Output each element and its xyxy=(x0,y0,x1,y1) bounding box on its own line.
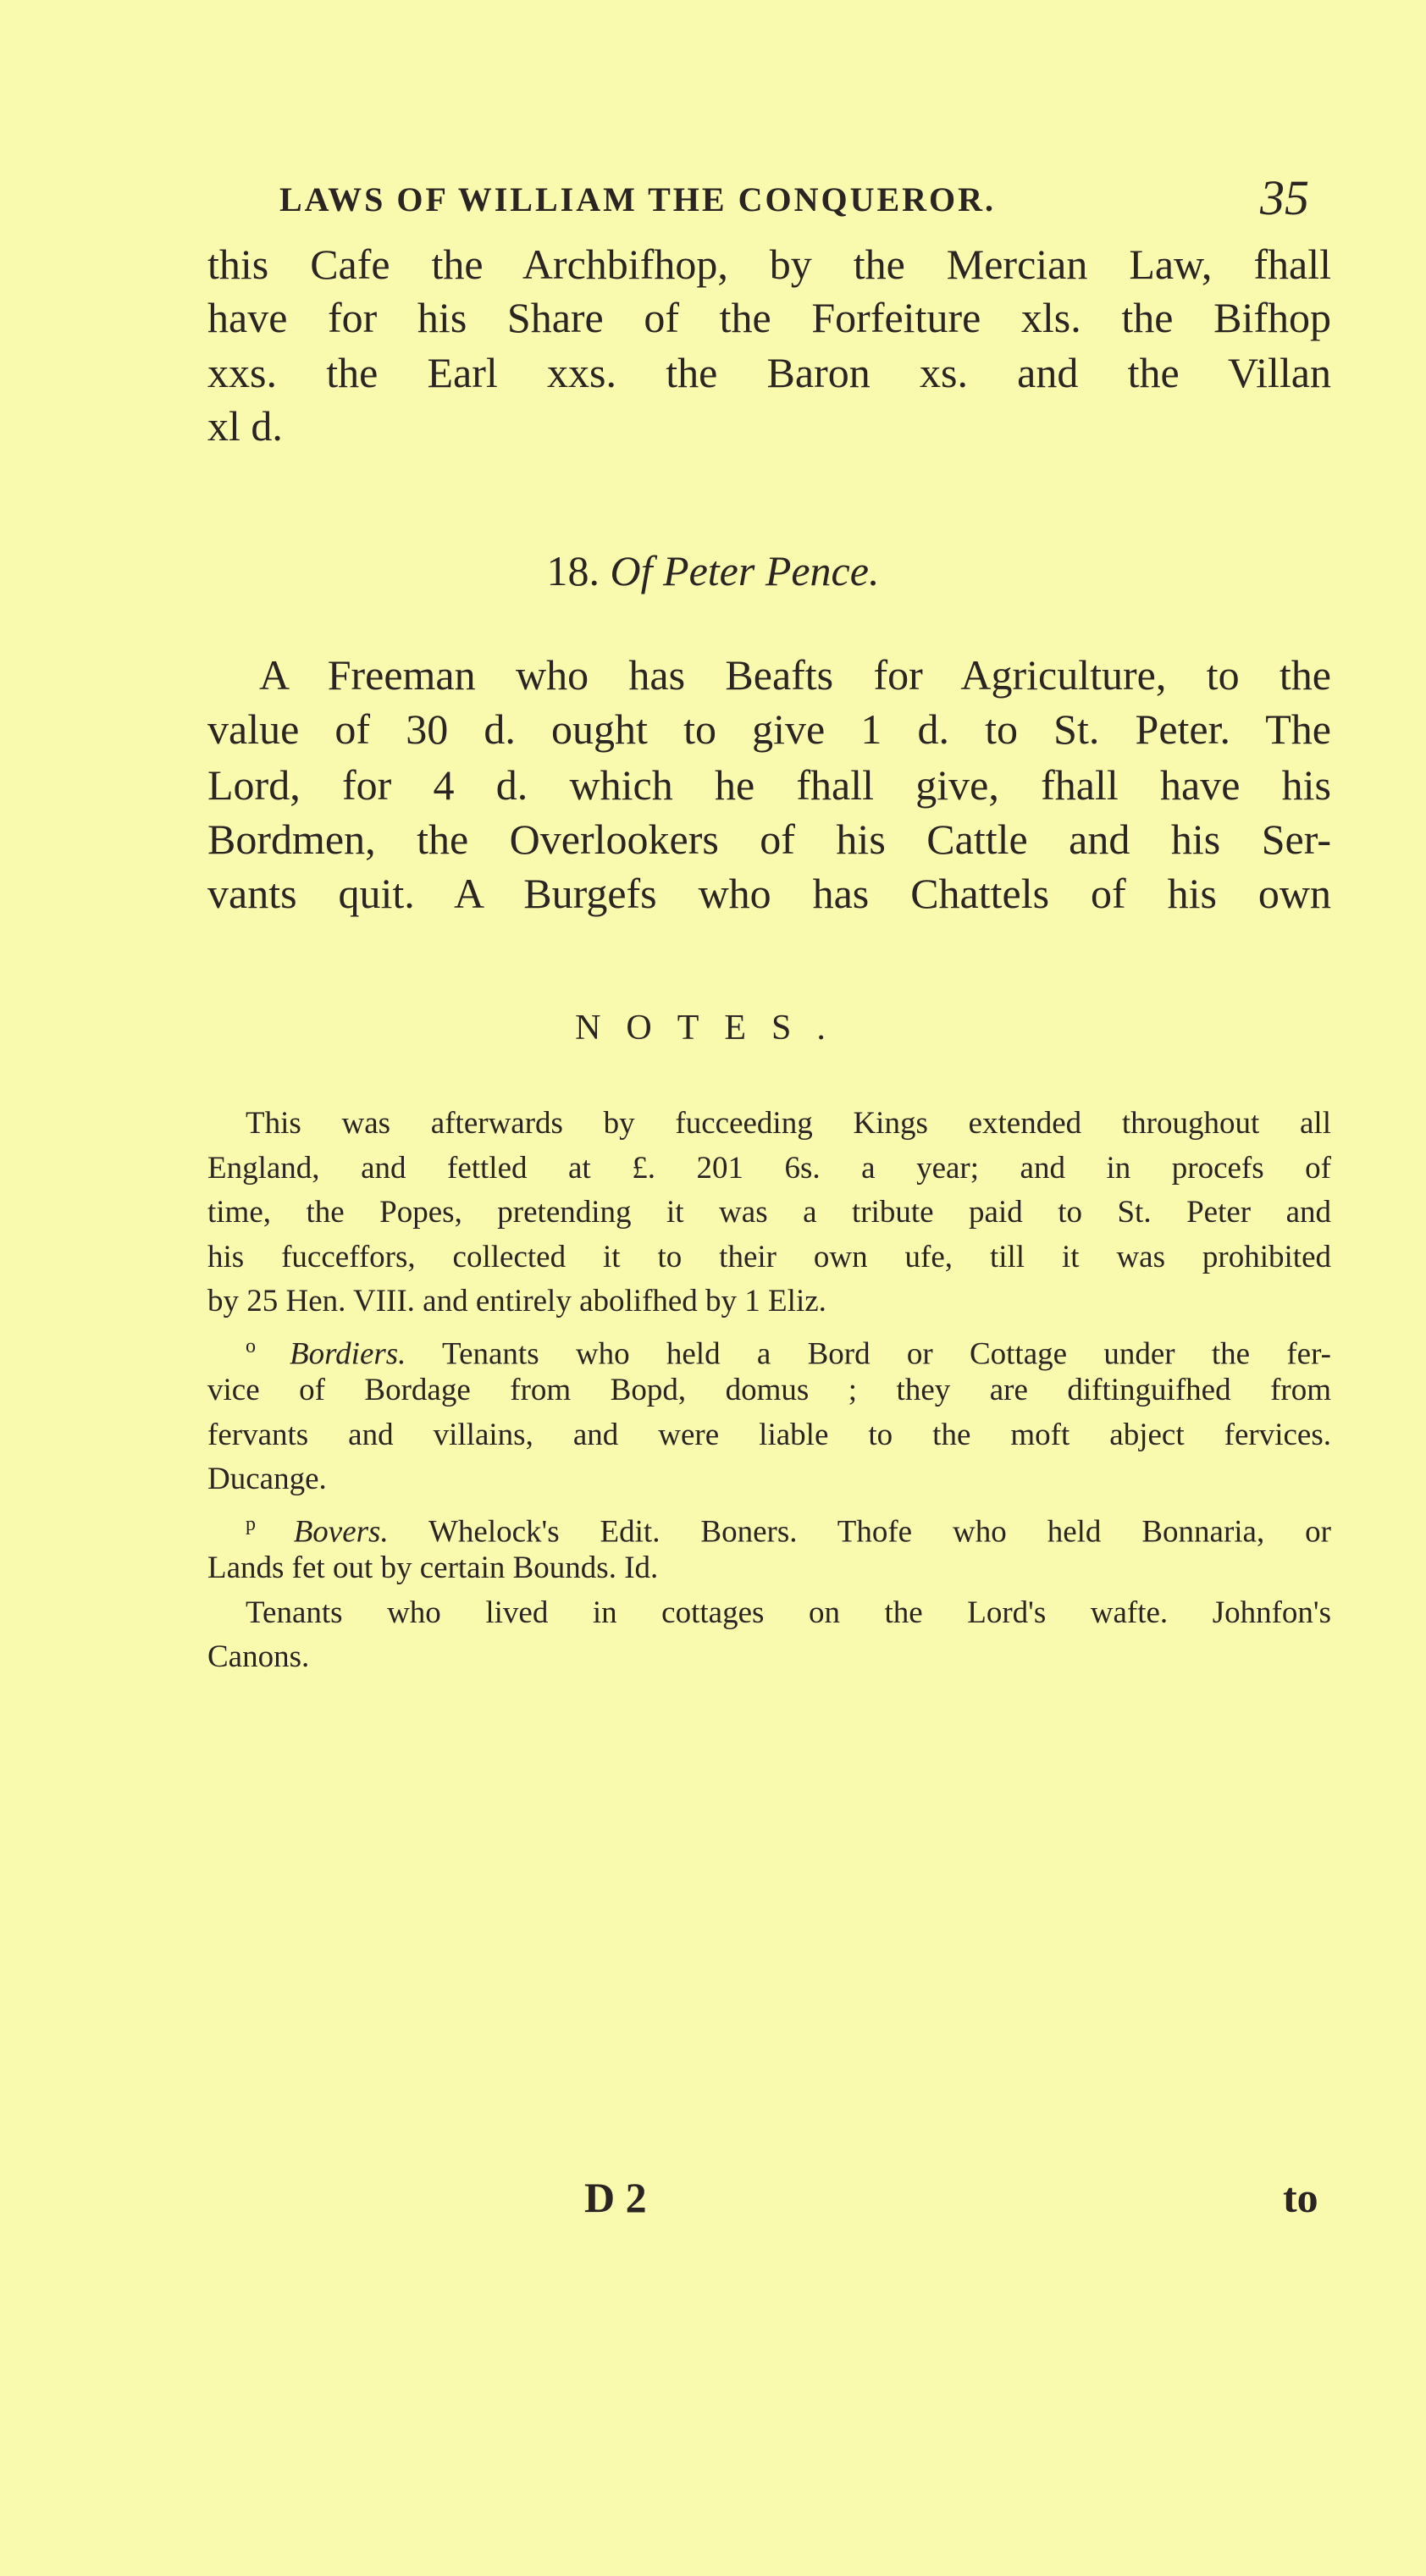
note-line xyxy=(207,1458,1331,1501)
note-line xyxy=(246,1103,1331,1145)
note-text: Ducange. xyxy=(207,1462,327,1496)
note-line xyxy=(246,1503,1331,1553)
note-text: Canons. xyxy=(207,1639,310,1674)
note-text: fervants and villains, and were liable to the moft abject fervices. xyxy=(207,1417,1331,1452)
note-line xyxy=(207,1547,1331,1589)
note-text: Tenants who held a Bord or Cottage under the fer- xyxy=(406,1335,1332,1371)
note-line xyxy=(207,1369,1331,1412)
note-line xyxy=(207,1236,1331,1279)
note-text: This was afterwards by fucceeding Kings extended throughout all xyxy=(246,1106,1331,1141)
note-line xyxy=(207,1636,1331,1678)
section-number: 18. xyxy=(546,547,600,594)
body-line: value of 30 d. ought to give 1 d. to St. Peter. The xyxy=(207,705,1331,753)
body-line: xxs. the Earl xxs. the Baron xs. and the Villan xyxy=(207,349,1331,396)
note-text: by 25 Hen. VIII. and entirely abolifhed by 1 Eliz. xyxy=(207,1284,826,1318)
notes-heading: NOTES. xyxy=(575,1009,851,1048)
note-marker: p xyxy=(246,1512,294,1535)
note-line xyxy=(207,1280,1331,1323)
note-marker: o xyxy=(246,1335,290,1357)
section-heading xyxy=(0,546,1426,595)
body-line: this Cafe the Archbifhop, by the Mercian Law, fhall xyxy=(207,240,1331,288)
body-line: xl d. xyxy=(207,402,283,450)
note-term: Bovers. xyxy=(293,1513,389,1549)
note-text: England, and fettled at £. 201 6s. a year; and in procefs of xyxy=(207,1150,1331,1186)
note-line xyxy=(246,1325,1331,1375)
note-line xyxy=(207,1147,1331,1190)
note-text: vice of Bordage from Bopd, domus ; they are diftinguifhed from xyxy=(207,1373,1331,1407)
body-line: Lord, for 4 d. which he fhall give, fhall have his xyxy=(207,761,1331,809)
note-text: Tenants who lived in cottages on the Lord's wafte. Johnfon's xyxy=(246,1595,1331,1630)
note-text: time, the Popes, pretending it was a tribute paid to St. Peter and xyxy=(207,1195,1331,1230)
note-line xyxy=(207,1414,1331,1457)
note-line xyxy=(207,1191,1331,1234)
note-text: Whelock's Edit. Boners. Thofe who held Bonnaria, or xyxy=(388,1513,1331,1549)
running-title: LAWS OF WILLIAM THE CONQUEROR. xyxy=(279,180,997,218)
body-line: Bordmen, the Overlookers of his Cattle and his Ser- xyxy=(207,815,1331,863)
body-line: A Freeman who has Beafts for Agriculture, to the xyxy=(259,651,1331,699)
body-line: vants quit. A Burgefs who has Chattels of his own xyxy=(207,870,1331,917)
note-text: Lands fet out by certain Bounds. Id. xyxy=(207,1551,659,1585)
note-line xyxy=(246,1592,1331,1634)
note-term: Bordiers. xyxy=(290,1335,406,1371)
note-text: his fucceffors, collected it to their own ufe, till it was prohibited xyxy=(207,1239,1331,1274)
section-title: Of Peter Pence. xyxy=(610,547,880,594)
body-line: have for his Share of the Forfeiture xls. the Bifhop xyxy=(207,294,1331,341)
catchword: to xyxy=(1283,2174,1318,2221)
signature-mark: D 2 xyxy=(584,2174,647,2221)
page-number: 35 xyxy=(1260,170,1309,225)
